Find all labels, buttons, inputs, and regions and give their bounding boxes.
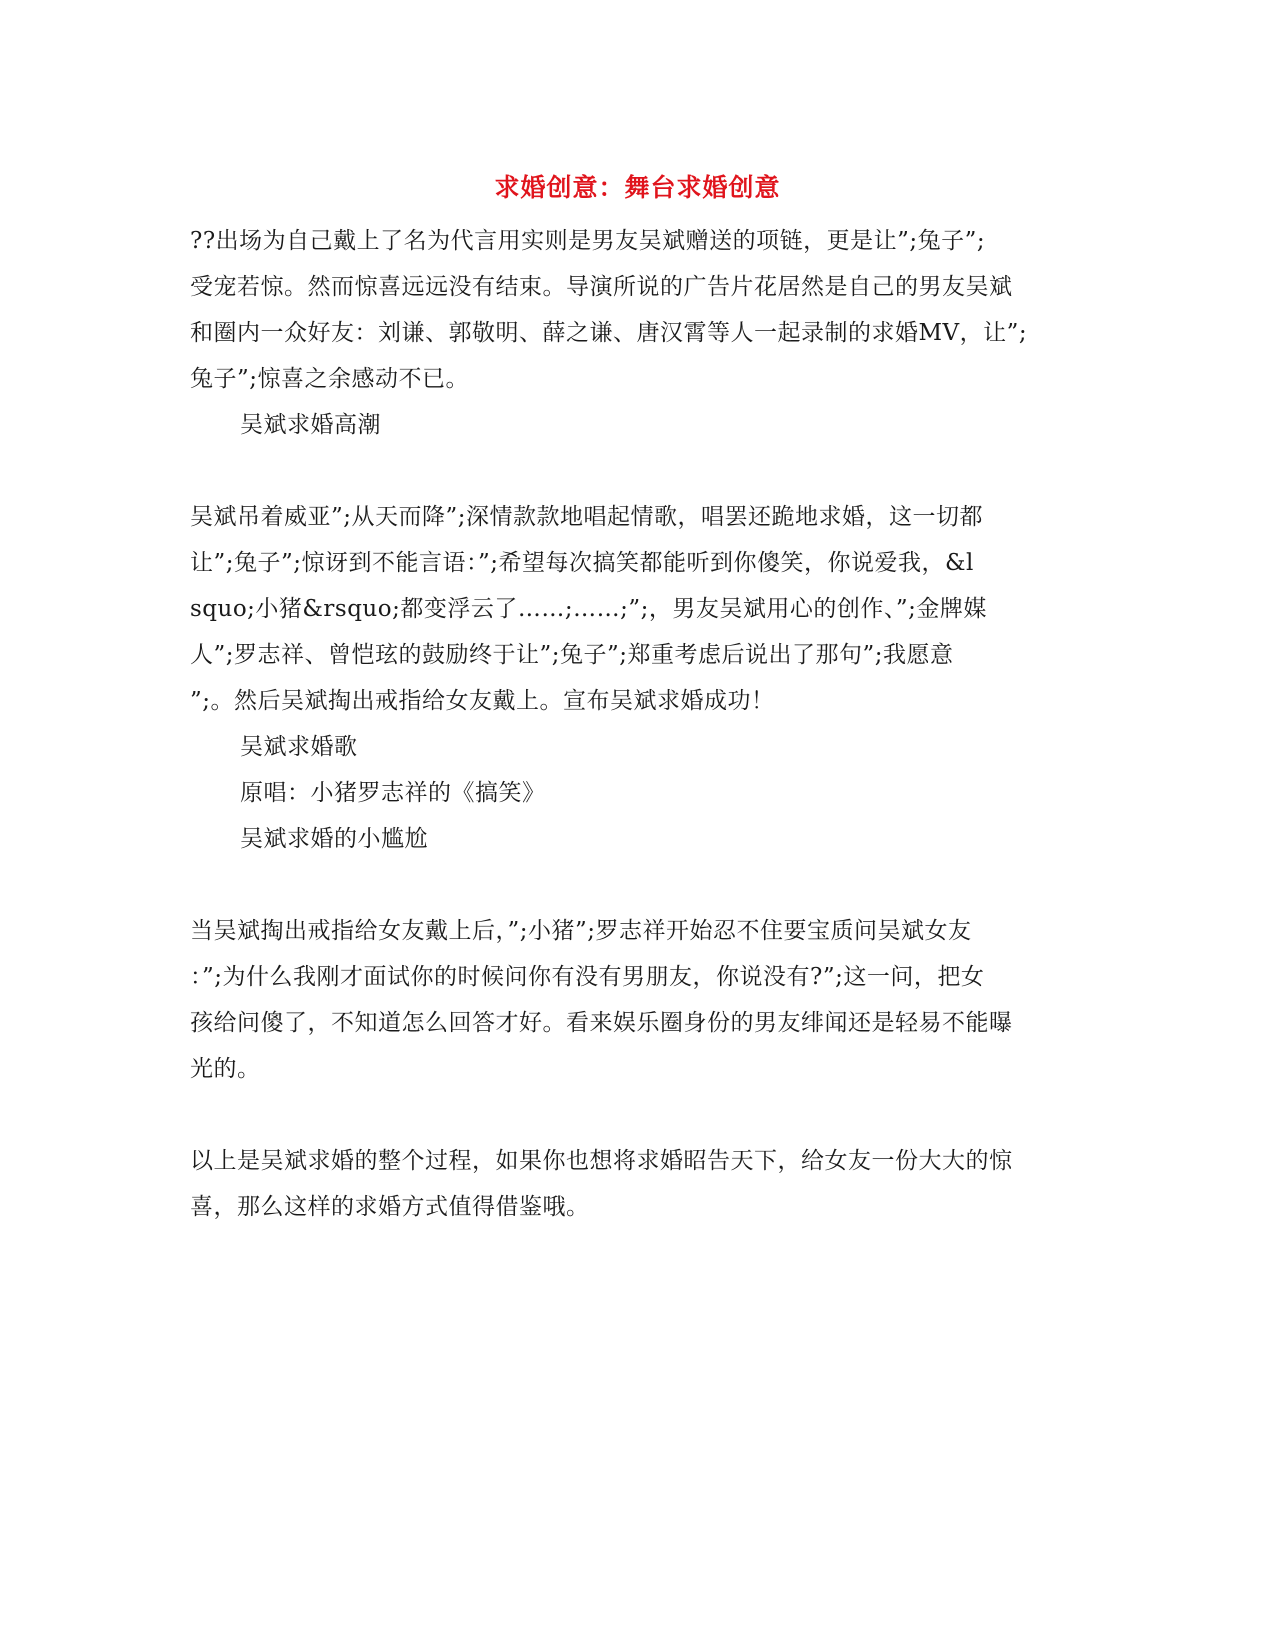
paragraph-line: 兔子”;惊喜之余感动不已。: [190, 366, 470, 392]
paragraph-line: 光的。: [190, 1056, 261, 1082]
paragraph-line: 人”;罗志祥、曾恺玹的鼓励终于让”;兔子”;郑重考虑后说出了那句”;我愿意: [190, 642, 954, 668]
paragraph-line: ??出场为自己戴上了名为代言用实则是男友吴斌赠送的项链，更是让”;兔子”;: [190, 228, 986, 254]
document-title: 求婚创意：舞台求婚创意: [494, 173, 781, 202]
paragraph-line: squo;小猪&rsquo;都变浮云了……;……;”;，男友吴斌用心的创作、”;金牌媒: [190, 596, 987, 622]
paragraph-line: 喜，那么这样的求婚方式值得借鉴哦。: [190, 1194, 590, 1220]
section-line: 原唱：小猪罗志祥的《搞笑》: [240, 780, 546, 806]
section-heading: 吴斌求婚高潮: [240, 412, 381, 438]
paragraph-line: 孩给问傻了，不知道怎么回答才好。看来娱乐圈身份的男友绯闻还是轻易不能曝: [190, 1010, 1013, 1036]
paragraph-line: 受宠若惊。然而惊喜远远没有结束。导演所说的广告片花居然是自己的男友吴斌: [190, 274, 1013, 300]
section-heading: 吴斌求婚歌: [240, 734, 358, 760]
paragraph-line: ：”;为什么我刚才面试你的时候问你有没有男朋友，你说没有?”;这一问，把女: [190, 964, 985, 990]
paragraph-line: 让”;兔子”;惊讶到不能言语：”;希望每次搞笑都能听到你傻笑，你说爱我，&l: [190, 550, 974, 576]
section-heading: 吴斌求婚的小尴尬: [240, 826, 428, 852]
paragraph-line: 以上是吴斌求婚的整个过程，如果你也想将求婚昭告天下，给女友一份大大的惊: [190, 1148, 1013, 1174]
paragraph-line: ”;。然后吴斌掏出戒指给女友戴上。宣布吴斌求婚成功！: [190, 688, 775, 714]
paragraph-line: 吴斌吊着威亚”;从天而降”;深情款款地唱起情歌，唱罢还跪地求婚，这一切都: [190, 504, 984, 530]
paragraph-line: 当吴斌掏出戒指给女友戴上后，”;小猪”;罗志祥开始忍不住要宝质问吴斌女友: [190, 918, 972, 944]
paragraph-line: 和圈内一众好友：刘谦、郭敬明、薛之谦、唐汉霄等人一起录制的求婚MV，让”;: [190, 320, 1028, 346]
